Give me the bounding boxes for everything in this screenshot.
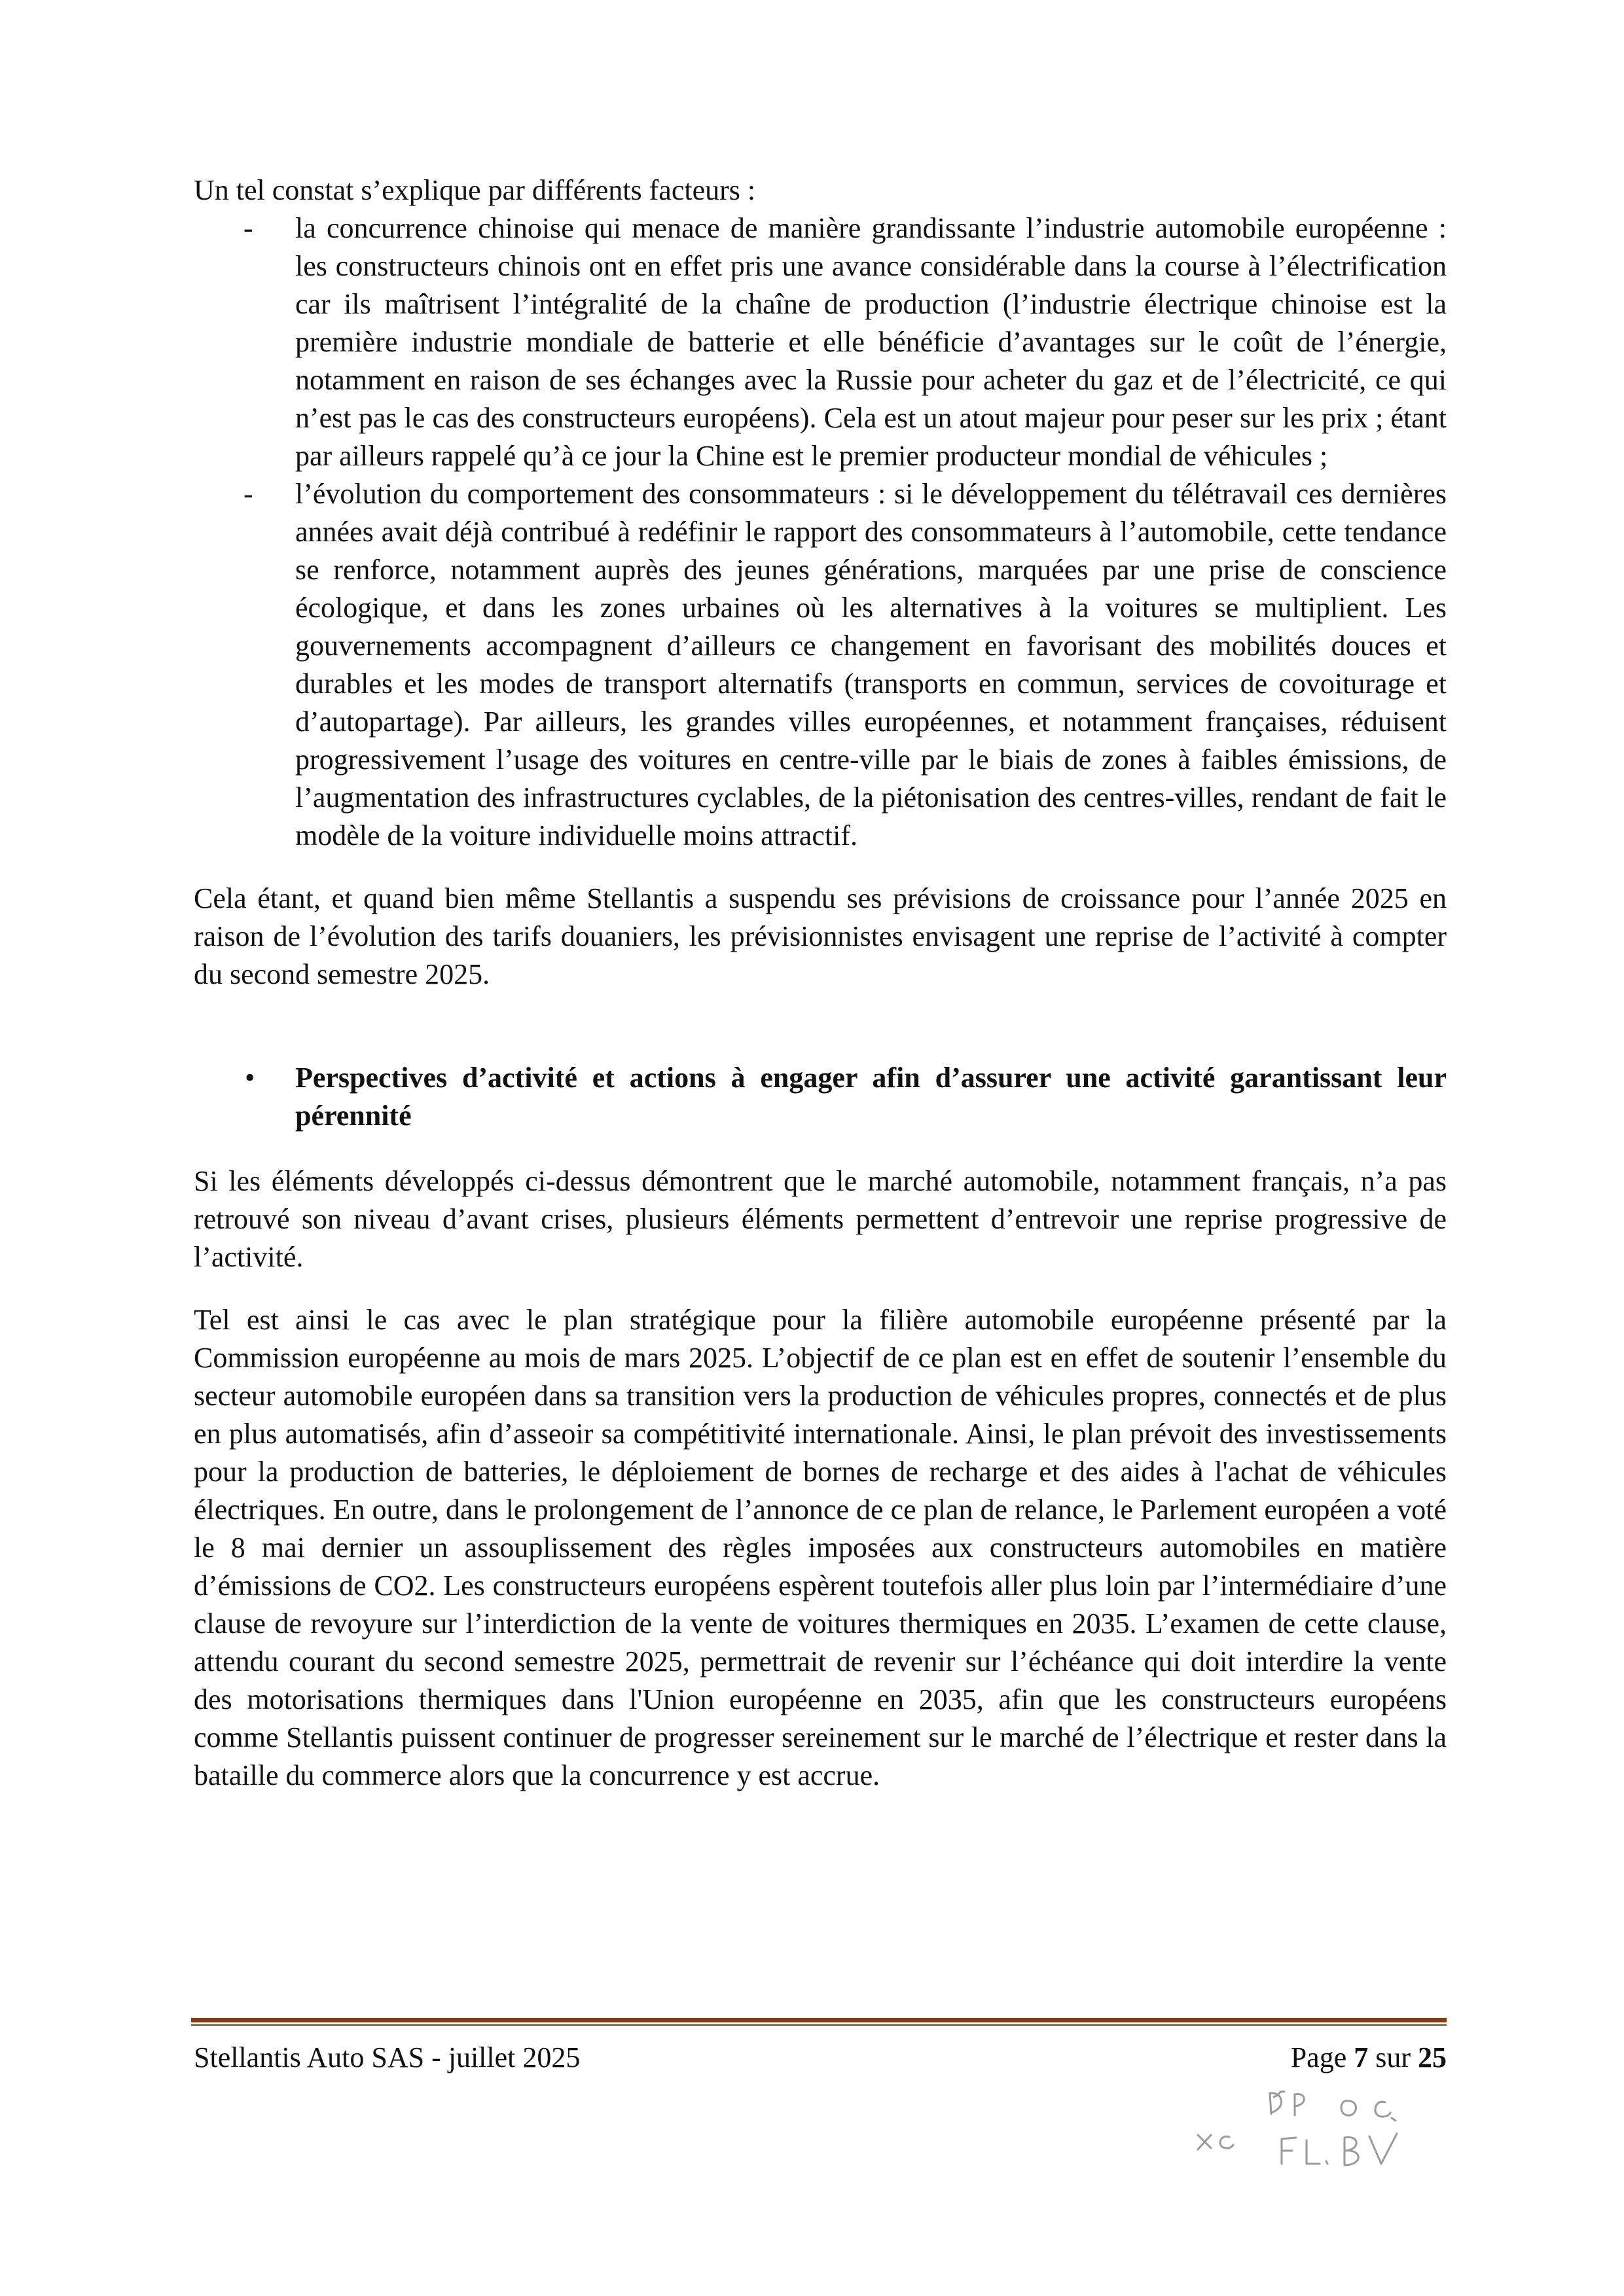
footer-rule-thin <box>191 2024 1447 2026</box>
page-current: 7 <box>1354 2041 1369 2073</box>
page-sep: sur <box>1375 2041 1411 2073</box>
list-item <box>194 209 1447 475</box>
paragraph-plan: Tel est ainsi le cas avec le plan stratégique pour la filière automobile européenne présenté par la Commission européenne au mois de mars 2025. L’objectif de ce plan est en effet de soutenir l’ensemble du secteur automobile européen dans sa transition vers la production de véhicules propres, connectés et de plus en plus automatisés, afin d’asseoir sa compétitivité internationale. Ainsi, le plan prévoit des investissements pour la production de batteries, le déploiement de bornes de recharge et des aides à l'achat de véhicules électriques. En outre, dans le prolongement de l’annonce de ce plan de relance, le Parlement européen a voté le 8 mai dernier un assouplissement des règles imposées aux constructeurs automobiles en matière d’émissions de CO2. Les constructeurs européens espèrent toutefois aller plus loin par l’intermédiaire d’une clause de revoyure sur l’interdiction de la vente de voitures thermiques en 2035. L’examen de cette clause, attendu courant du second semestre 2025, permettrait de revenir sur l’échéance qui doit interdire la vente des motorisations thermiques dans l'Union européenne en 2035, afin que les constructeurs européens comme Stellantis puissent continuer de progresser sereinement sur le marché de l’électrique et rester dans la bataille du commerce alors que la concurrence y est accrue. <box>194 1304 1447 1791</box>
section-heading-text: Perspectives d’activité et actions à engager afin d’assurer une activité garantissant leur pérennité <box>295 1062 1447 1132</box>
section-heading <box>194 1059 1447 1135</box>
page-body <box>194 171 1447 1795</box>
page-number <box>1291 2039 1447 2077</box>
footer-rule-thick <box>191 2018 1447 2022</box>
page-footer <box>194 2039 1447 2078</box>
factors-intro: Un tel constat s’explique par différents facteurs : <box>194 174 756 206</box>
list-dash: - <box>244 478 253 510</box>
bullet-dot: • <box>245 1062 255 1094</box>
footer-rule <box>191 2018 1447 2026</box>
page-total: 25 <box>1418 2041 1447 2073</box>
list-item <box>194 475 1447 855</box>
list-dash: - <box>244 212 253 244</box>
factor-consumer-behaviour: l’évolution du comportement des consommateurs : si le développement du télétravail ces dernières années avait déjà contribué à redéfinir le rapport des consommateurs à l’automobile, cette tendance se renforce, notamment auprès des jeunes générations, marquées par une prise de conscience écologique, et dans les zones urbaines où les alternatives à la voitures se multiplient. Les gouvernements accompagnent d’ailleurs ce changement en favorisant des mobilités douces et durables et les modes de transport alternatifs (transports en commun, services de covoiturage et d’autopartage). Par ailleurs, les grandes villes européennes, et notamment françaises, réduisent progressivement l’usage des voitures en centre-ville par le biais de zones à faibles émissions, de l’augmentation des infrastructures cyclables, de la piétonisation des centres-villes, rendant de fait le modèle de la voiture individuelle moins attractif. <box>295 478 1447 852</box>
paragraph-market: Si les éléments développés ci-dessus démontrent que le marché automobile, notamment français, n’a pas retrouvé son niveau d’avant crises, plusieurs éléments permettent d’entrevoir une reprise progressive de l’activité. <box>194 1165 1447 1273</box>
handwritten-initials <box>1191 2075 1440 2179</box>
paragraph-outlook: Cela étant, et quand bien même Stellantis a suspendu ses prévisions de croissance pour l’année 2025 en raison de l’évolution des tarifs douaniers, les prévisionnistes envisagent une reprise de l’activité à compter du second semestre 2025. <box>194 882 1447 990</box>
factor-chinese-competition: la concurrence chinoise qui menace de manière grandissante l’industrie automobile européenne : les constructeurs chinois ont en effet pris une avance considérable dans la course à l’électrification car ils maîtrisent l’intégralité de la chaîne de production (l’industrie électrique chinoise est la première industrie mondiale de batterie et elle bénéficie d’avantages sur le coût de l’énergie, notamment en raison de ses échanges avec la Russie pour acheter du gaz et de l’électricité, ce qui n’est pas le cas des constructeurs européens). Cela est un atout majeur pour peser sur les prix ; étant par ailleurs rappelé qu’à ce jour la Chine est le premier producteur mondial de véhicules ; <box>295 212 1447 472</box>
page-prefix: Page <box>1290 2041 1347 2073</box>
footer-company-date: Stellantis Auto SAS - juillet 2025 <box>194 2041 581 2073</box>
factors-list <box>194 209 1447 855</box>
